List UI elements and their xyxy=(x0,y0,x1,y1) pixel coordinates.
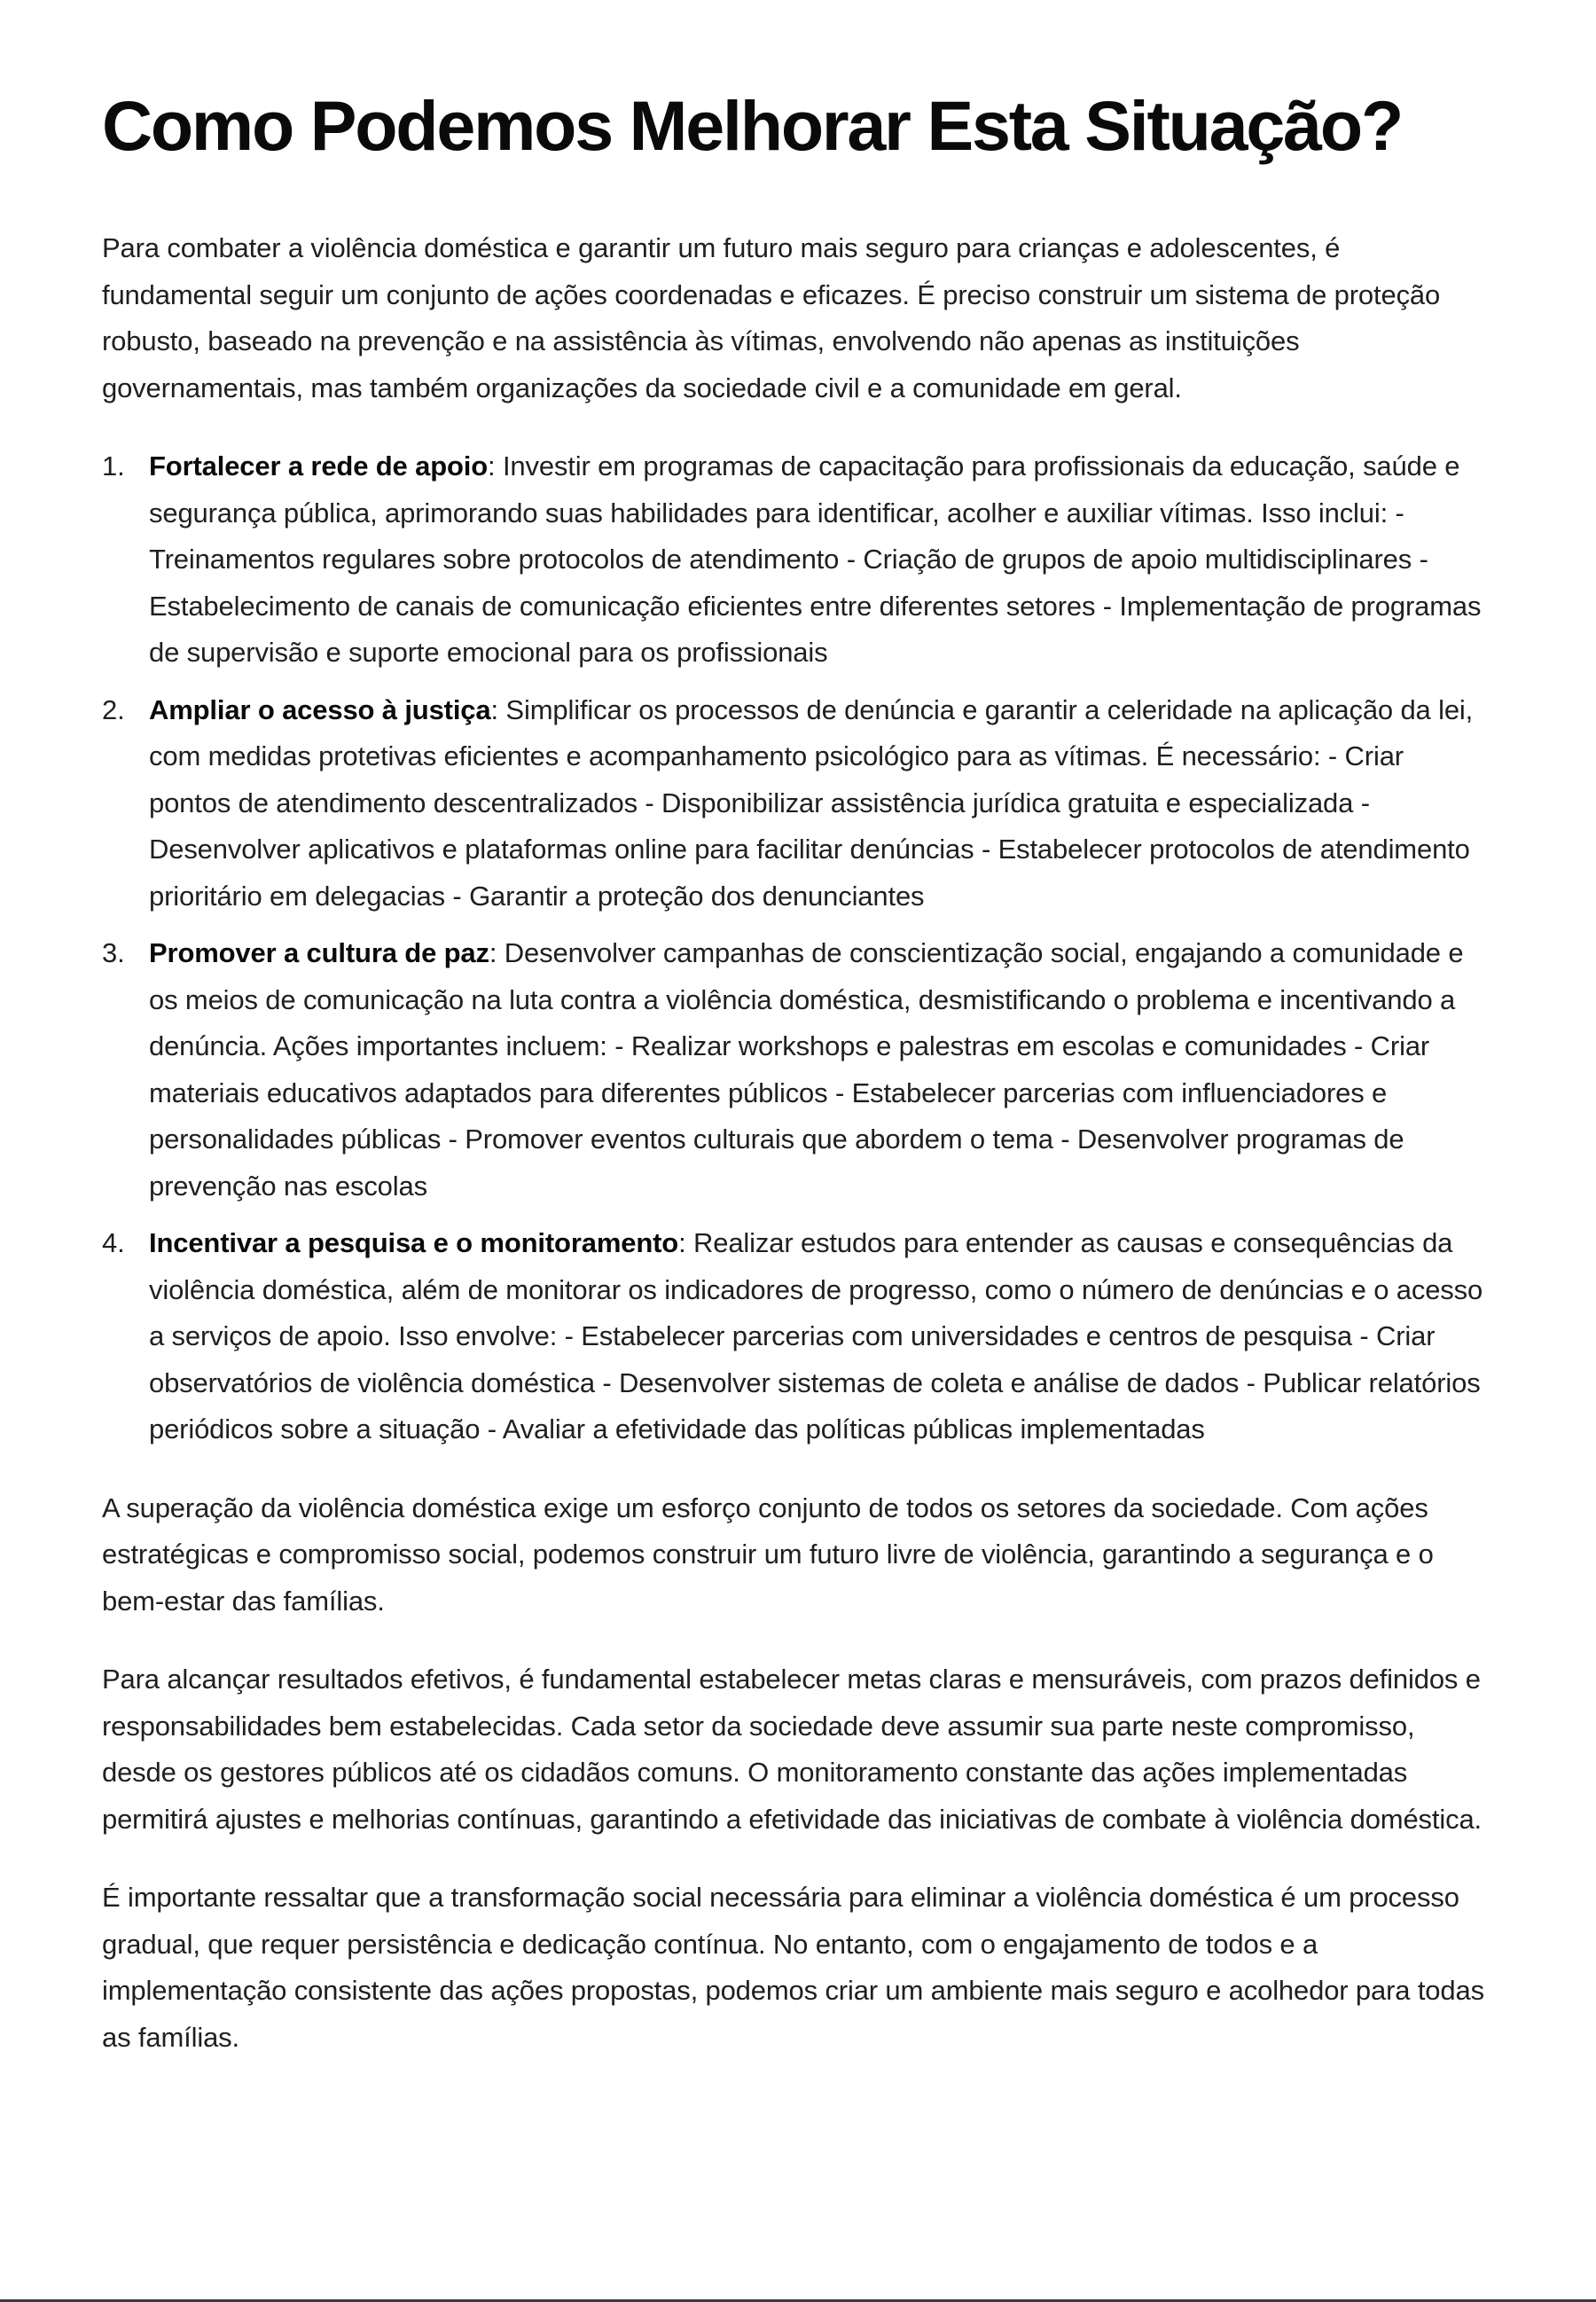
list-item-text: : Realizar estudos para entender as causas e consequências da violência doméstica, além de monitorar os indicadores de progresso, como o número de denúncias e o acesso a serviços de apoio. Isso envolve: - Estabelecer parcerias com universidades e centros de pesquisa - Criar observatórios de violência doméstica - Desenvolver sistemas de coleta e análise de dados - Publicar relatórios periódicos sobre a situação - Avaliar a efetividade das políticas públicas implementadas xyxy=(149,1227,1483,1445)
list-item-text: : Investir em programas de capacitação para profissionais da educação, saúde e segurança pública, aprimorando suas habilidades para identificar, acolher e auxiliar vítimas. Isso inclui: - Treinamentos regulares sobre protocolos de atendimento - Criação de grupos de apoio multidisciplinares - Estabelecimento de canais de comunicação eficientes entre diferentes setores - Implementação de programas de supervisão e suporte emocional para os profissionais xyxy=(149,450,1482,668)
closing-paragraph: Para alcançar resultados efetivos, é fundamental estabelecer metas claras e mensuráveis, com prazos definidos e responsabilidades bem estabelecidas. Cada setor da sociedade deve assumir sua parte neste compromisso, desde os gestores públicos até os cidadãos comuns. O monitoramento constante das ações implementadas permitirá ajustes e melhorias contínuas, garantindo a efetividade das iniciativas de combate à violência doméstica. xyxy=(102,1664,1483,1835)
list-item-heading: Fortalecer a rede de apoio xyxy=(149,450,489,482)
list-item-body xyxy=(149,687,1485,920)
list-item-number: 2. xyxy=(102,693,125,725)
list-item-heading: Incentivar a pesquisa e o monitoramento xyxy=(149,1227,679,1258)
list-item-number: 4. xyxy=(102,1227,125,1258)
list-item-body xyxy=(149,1220,1485,1453)
list-item-heading: Promover a cultura de paz xyxy=(149,937,489,968)
list-item-number: 3. xyxy=(102,937,125,968)
closing-paragraph: A superação da violência doméstica exige um esforço conjunto de todos os setores da sociedade. Com ações estratégicas e compromisso social, podemos construir um futuro livre de violência, garantindo a segurança e o bem-estar das famílias. xyxy=(102,1492,1434,1617)
page-title: Como Podemos Melhorar Esta Situação? xyxy=(102,86,1403,165)
list-item xyxy=(102,443,1485,677)
list-item-number: 1. xyxy=(102,450,125,482)
closing-paragraph: É importante ressaltar que a transformação social necessária para eliminar a violência doméstica é um processo gradual, que requer persistência e dedicação contínua. No entanto, com o engajamento de todos e a implementação consistente das ações propostas, podemos criar um ambiente mais seguro e acolhedor para todas as famílias. xyxy=(102,1882,1484,2053)
document-page xyxy=(102,82,1485,2093)
list-item-body xyxy=(149,930,1485,1210)
list-item-body xyxy=(149,443,1485,677)
list-item-text: : Desenvolver campanhas de conscientização social, engajando a comunidade e os meios de comunicação na luta contra a violência doméstica, desmistificando o problema e incentivando a denúncia. Ações importantes incluem: - Realizar workshops e palestras em escolas e comunidades - Criar materiais educativos adaptados para diferentes públicos - Estabelecer parcerias com influenciadores e personalidades públicas - Promover eventos culturais que abordem o tema - Desenvolver programas de prevenção nas escolas xyxy=(149,937,1464,1202)
intro-paragraph: Para combater a violência doméstica e garantir um futuro mais seguro para crianças e adolescentes, é fundamental seguir um conjunto de ações coordenadas e eficazes. É preciso construir um sistema de proteção robusto, baseado na prevenção e na assistência às vítimas, envolvendo não apenas as instituições governamentais, mas também organizações da sociedade civil e a comunidade em geral. xyxy=(102,232,1441,403)
list-item xyxy=(102,687,1485,920)
list-item xyxy=(102,930,1485,1210)
list-item-heading: Ampliar o acesso à justiça xyxy=(149,693,491,725)
list-item-text: : Simplificar os processos de denúncia e garantir a celeridade na aplicação da lei, com medidas protetivas eficientes e acompanhamento psicológico para as vítimas. É necessário: - Criar pontos de atendimento descentralizados - Disponibilizar assistência jurídica gratuita e especializada - Desenvolver aplicativos e plataformas online para facilitar denúncias - Estabelecer protocolos de atendimento prioritário em delegacias - Garantir a proteção dos denunciantes xyxy=(149,693,1474,912)
list-item xyxy=(102,1220,1485,1453)
action-list xyxy=(102,443,1485,1453)
